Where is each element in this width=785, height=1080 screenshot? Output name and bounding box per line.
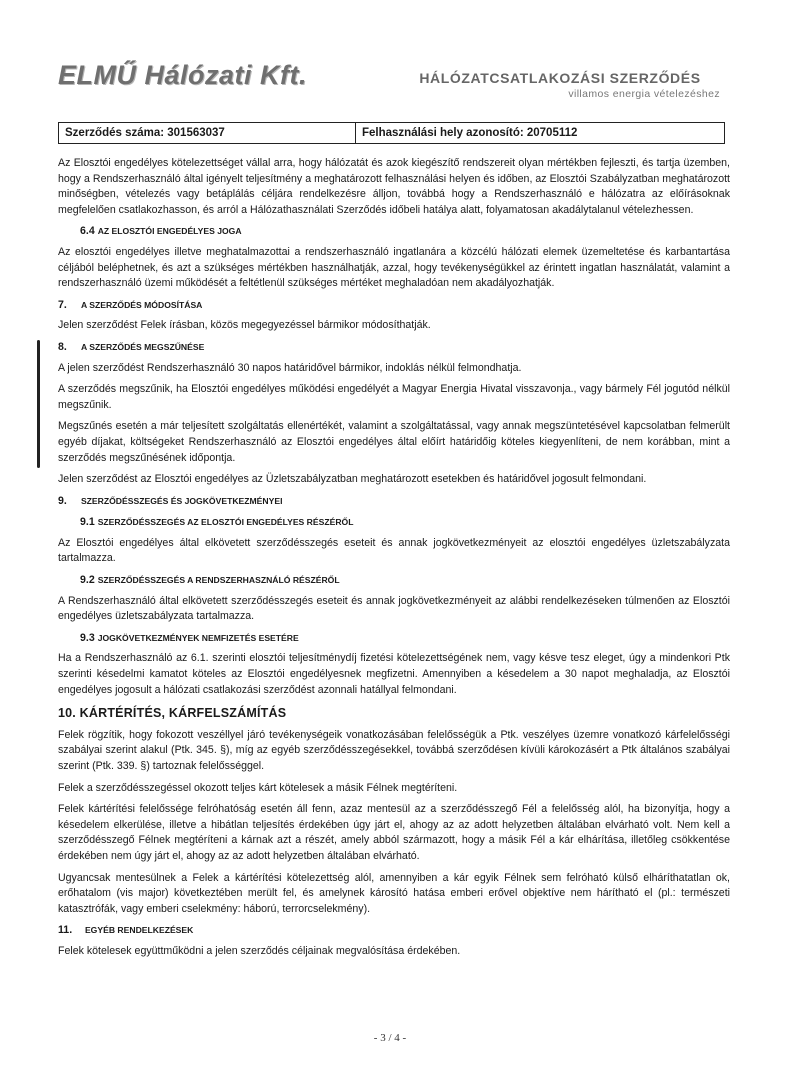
section-title: A SZERZŐDÉS MEGSZŰNÉSE bbox=[80, 341, 205, 352]
company-logo: ELMŰ Hálózati Kft. bbox=[58, 60, 307, 90]
section-11-heading bbox=[58, 923, 730, 939]
section-8-paragraph-2: A szerződés megszűnik, ha Elosztói engedélyes működési engedélyét a Magyar Energia Hivatal visszavonja., vagy bármely Fél jogutód nélkül megszűnik. bbox=[58, 383, 730, 411]
section-10-paragraph-3: Felek kártérítési felelőssége felróhatóság esetén áll fenn, azaz mentesül az a szerződésszegő Fél a felelősség alól, ha bizonyítja, hogy a késedelem elkerülése, illetve a hibátlan teljesítés érdekében úgy járt el, ahogy az az adott helyzetben általában elvárható volt. Nem kell a szerződésszegő Félnek megtéríteni a kárnak azt a részét, amely abból származott, hogy a másik Fél a kár elhárítása, illetőleg csökkentése érdekében nem úgy járt el, ahogy az az adott helyzetben általában elvárható. bbox=[58, 803, 730, 862]
section-10-paragraph-4: Ugyancsak mentesülnek a Felek a kártérítési kötelezettség alól, amennyiben a kár egyik Félnek sem felróható külső elháríthatatlan ok, erőhatalom (vis major) következtében merült fel, és amelynek károsító hatása emberi erővel objektíve nem hárítható el (pl.: természeti katasztrófák, vagy emberi cselekmény: háború, terrorcselekmény). bbox=[58, 871, 730, 915]
intro-paragraph: Az Elosztói engedélyes kötelezettséget vállal arra, hogy hálózatát és azok kiegészítő rendszereit olyan mértékben fejleszti, és tartja üzemben, hogy a Rendszerhasználó által igényelt teljesítmény a meghatározott felhasználási helyen és időben, az Elosztói Szabályzatban meghatározott minőségben, vételezés vagy betáplálás céljára rendelkezésre álljon, továbbá hogy a Rendszerhasználó e hálózatra az előírásoknak megfelelően csatlakozhasson, és arról a Hálózathasználati Szerződés időbeli hatálya alatt, folyamatosan akadálytalanul vételezhessen. bbox=[58, 157, 730, 216]
section-10-paragraph-2: Felek a szerződésszegéssel okozott teljes kárt kötelesek a másik Félnek megtéríteni. bbox=[58, 781, 458, 794]
section-11-paragraph: Felek kötelesek együttműködni a jelen szerződés céljainak megvalósítása érdekében. bbox=[58, 944, 461, 957]
margin-mark bbox=[37, 340, 40, 468]
section-7-paragraph: Jelen szerződést Felek írásban, közös megegyezéssel bármikor módosíthatják. bbox=[58, 319, 431, 332]
document-title: HÁLÓZATCSATLAKOZÁSI SZERZŐDÉS bbox=[419, 70, 701, 86]
section-6-4-heading bbox=[80, 224, 730, 240]
section-10-heading: 10. KÁRTÉRÍTÉS, KÁRFELSZÁMÍTÁS bbox=[58, 706, 287, 721]
section-9-3-heading bbox=[80, 631, 730, 647]
section-number: 8. bbox=[58, 340, 67, 353]
section-8-paragraph-4: Jelen szerződést az Elosztói engedélyes az Üzletszabályzatban meghatározott esetekben és határidővel jogosult felmondani. bbox=[58, 473, 647, 486]
section-title: A SZERZŐDÉS MÓDOSÍTÁSA bbox=[80, 299, 203, 310]
section-number: 9.1 bbox=[80, 516, 95, 529]
section-8-paragraph-3: Megszűnés esetén a már teljesített szolgáltatás ellenértékét, valamint a szolgáltatással, vagy annak megszüntetésével kapcsolatban felmerült egyéb díjakat, költségeket Rendszerhasználó az Elosztói engedélyes által előírt határidőig köteles kiegyenlíteni, de nem korábban, mint a szerződés megszűnésének időpontja. bbox=[58, 420, 730, 464]
section-number: 9.3 bbox=[80, 631, 95, 644]
section-title: SZERZŐDÉSSZEGÉS AZ ELOSZTÓI ENGEDÉLYES RÉSZÉRŐL bbox=[97, 517, 354, 528]
section-number: 9.2 bbox=[80, 574, 95, 587]
section-6-4-paragraph: Az elosztói engedélyes illetve meghatalmazottai a rendszerhasználó ingatlanára a közcélú hálózati elemek üzemeltetése és karbantartása céljából beléphetnek, és azt a szükséges mértékben használhatják, azzal, hogy tevékenységükkel az érintett ingatlan használatát, valamint a rendszerhasználó üzemi működését a feltétlenül szükséges mértéket meghaladóan nem akadályozhatják. bbox=[58, 245, 730, 290]
section-9-heading bbox=[58, 494, 730, 510]
section-9-2-paragraph: A Rendszerhasználó által elkövetett szerződésszegés eseteit és annak jogkövetkezményeit az alábbi rendelkezéseken túlmenően az Elosztói engedélyes üzletszabályzata tartalmazza. bbox=[58, 594, 730, 623]
section-title: SZERZŐDÉSSZEGÉS ÉS JOGKÖVETKEZMÉNYEI bbox=[80, 495, 283, 506]
section-number: 11. bbox=[58, 924, 73, 937]
section-number: 9. bbox=[58, 494, 67, 507]
section-9-1-heading bbox=[80, 515, 730, 531]
section-number: 6.4 bbox=[80, 225, 95, 238]
section-number: 7. bbox=[58, 298, 67, 311]
section-10-paragraph-1: Felek rögzítik, hogy fokozott veszéllyel járó tevékenységeik vonatkozásában felelősségük a Ptk. veszélyes üzemre vonatkozó kárfelelősségi szabályai szerint alakul (Ptk. 345. §), míg az egyéb szerződésszegésekkel, továbbá szerződésen kívüli károkozásért a Ptk általános szabályai szerint (Ptk. 339. §) tartoznak felelősséggel. bbox=[58, 728, 730, 772]
section-9-1-paragraph: Az Elosztói engedélyes által elkövetett szerződésszegés eseteit és annak jogkövetkezményeit az elosztói engedélyes üzletszabályzata tartalmazza. bbox=[58, 536, 730, 565]
page-number: - 3 / 4 - bbox=[373, 1032, 407, 1044]
section-9-2-heading bbox=[80, 573, 730, 589]
section-8-paragraph-1: A jelen szerződést Rendszerhasználó 30 napos határidővel bármikor, indoklás nélkül felmondhatja. bbox=[58, 361, 522, 374]
section-9-3-paragraph: Ha a Rendszerhasználó az 6.1. szerinti elosztói teljesítménydíj fizetési kötelezettségének nem, vagy késve tesz eleget, úgy a mindenkori Ptk szerinti késedelmi kamatot köteles az Elosztói engedélyesnek megfizetni. Amennyiben a késedelem a 30 napot meghaladja, az Elosztói engedélyes jogosult a hálózati csatlakozási szerződést azonnali hatállyal felmondani. bbox=[58, 652, 730, 696]
location-identifier: Felhasználási hely azonosító: 20705112 bbox=[362, 127, 578, 139]
contract-id-box bbox=[58, 122, 725, 144]
document-subtitle: villamos energia vételezéshez bbox=[568, 88, 720, 100]
section-title: EGYÉB RENDELKEZÉSEK bbox=[84, 925, 194, 936]
section-8-heading bbox=[58, 340, 730, 356]
contract-number: Szerződés száma: 301563037 bbox=[59, 123, 356, 143]
section-title: AZ ELOSZTÓI ENGEDÉLYES JOGA bbox=[97, 226, 242, 237]
section-title: SZERZŐDÉSSZEGÉS A RENDSZERHASZNÁLÓ RÉSZÉRŐL bbox=[97, 575, 340, 586]
section-7-heading bbox=[58, 298, 730, 314]
section-title: JOGKÖVETKEZMÉNYEK NEMFIZETÉS ESETÉRE bbox=[97, 632, 299, 643]
document-body bbox=[58, 156, 730, 966]
